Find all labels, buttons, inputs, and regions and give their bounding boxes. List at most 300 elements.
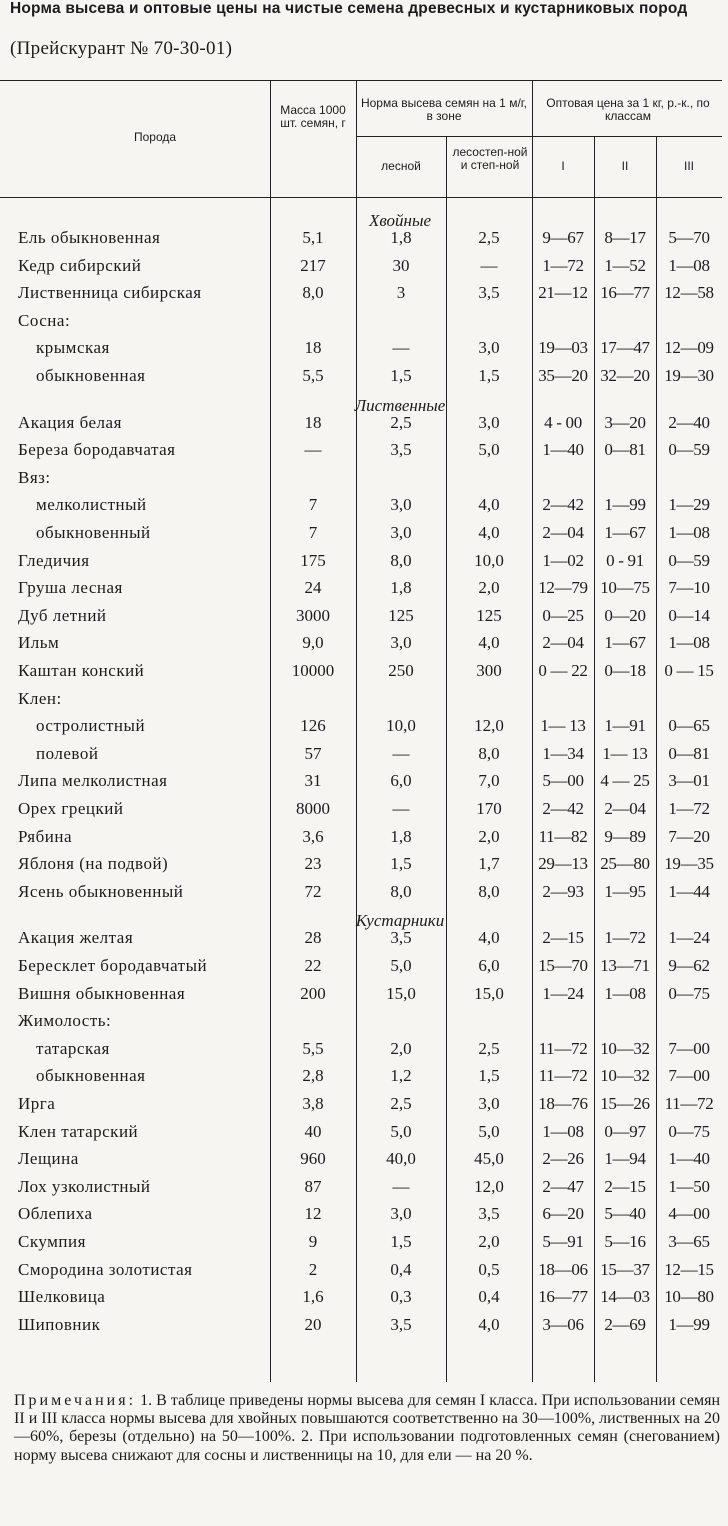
price-class-3-cell: 3—01 — [668, 771, 710, 791]
price-class-1-cell: 2—42 — [542, 495, 584, 515]
species-name: обыкновенный — [36, 523, 151, 542]
rate-steppe-cell: 5,0 — [478, 1121, 500, 1141]
rate-subheader-rule — [356, 136, 532, 137]
mass-cell: 22 — [304, 956, 322, 975]
table-row — [0, 335, 728, 361]
rate-forest-cell: 1,8 — [390, 826, 412, 846]
table-top-rule — [0, 80, 722, 81]
mass-cell: 87 — [304, 1176, 322, 1196]
price-class-1-cell — [532, 465, 594, 491]
table-row — [0, 953, 728, 979]
rate-forest-cell: 3,5 — [390, 1314, 412, 1334]
price-class-1-cell: 15—70 — [538, 956, 588, 975]
notes — [14, 1392, 720, 1465]
species-name: Вяз: — [18, 467, 51, 487]
rate-forest-cell: 3,5 — [390, 928, 412, 948]
rate-steppe-cell: 45,0 — [474, 1149, 504, 1169]
price-class-1-cell: 2—04 — [542, 633, 584, 653]
species-name: мелколистный — [36, 495, 147, 515]
species-name: Смородина золотистая — [18, 1259, 193, 1279]
species-name: Груша лесная — [18, 578, 123, 598]
mass-cell: 10000 — [291, 661, 335, 680]
price-class-2-cell: 10—32 — [600, 1066, 650, 1086]
mass-cell: 2,8 — [302, 1066, 324, 1086]
price-class-2-cell: 1—08 — [604, 983, 646, 1003]
mass-cell: 18 — [304, 412, 322, 432]
table-row — [0, 1257, 728, 1283]
price-class-3-cell: 1—08 — [668, 255, 710, 275]
mass-cell: 72 — [304, 881, 322, 901]
rate-forest-cell — [356, 465, 446, 491]
price-class-3-cell: 2—40 — [668, 412, 710, 432]
species-name: Жимолость: — [18, 1011, 112, 1031]
rate-steppe-cell: 1,7 — [478, 854, 500, 874]
price-class-3-cell: 12—15 — [664, 1259, 714, 1279]
price-class-1-cell: 1—24 — [542, 983, 584, 1003]
table-row — [0, 1091, 728, 1117]
price-class-2-cell: 5—16 — [604, 1232, 646, 1251]
price-class-1-cell: 4 - 00 — [544, 412, 582, 432]
species-name: Клен: — [18, 688, 62, 708]
price-class-1-cell: 19—03 — [538, 338, 588, 358]
mass-cell: 126 — [300, 716, 326, 736]
mass-cell — [270, 686, 356, 712]
table-row — [0, 225, 728, 251]
price-class-2-cell: 1—67 — [604, 633, 646, 653]
price-class-2-cell: 0—81 — [604, 440, 646, 460]
rate-forest-cell: — — [392, 338, 410, 358]
species-name: Вишня обыкновенная — [18, 983, 186, 1003]
species-name: Гледичия — [18, 550, 90, 570]
rate-forest-cell: 1,2 — [390, 1066, 412, 1086]
price-class-2-cell: 8—17 — [604, 228, 646, 247]
rate-forest-cell: 6,0 — [390, 771, 412, 791]
rate-steppe-cell: 0,4 — [478, 1287, 500, 1307]
mass-cell — [270, 1008, 356, 1034]
price-class-2-cell: 13—71 — [600, 956, 650, 975]
rate-steppe-cell — [446, 686, 532, 712]
price-class-2-cell: 10—75 — [600, 578, 650, 598]
rate-steppe-cell: 2,5 — [478, 1038, 500, 1058]
table-row — [0, 465, 728, 491]
species-name: Скумпия — [18, 1232, 86, 1251]
rate-forest-cell — [356, 686, 446, 712]
page-subtitle: (Прейскурант № 70-30-01) — [10, 38, 233, 59]
species-name: Ель обыкновенная — [18, 228, 161, 247]
price-class-2-cell: 4 — 25 — [600, 771, 650, 791]
mass-cell: 3,6 — [302, 826, 324, 846]
species-name: крымская — [36, 338, 110, 358]
rate-forest-cell: 30 — [392, 255, 410, 275]
price-class-2-cell — [594, 686, 656, 712]
mass-cell: 5,5 — [302, 1038, 324, 1058]
rate-forest-cell: 250 — [388, 661, 414, 680]
species-name: обыкновенная — [36, 1066, 146, 1086]
price-class-3-cell: 1—08 — [668, 633, 710, 653]
species-name: Бересклет бородавчатый — [18, 956, 208, 975]
header-price-group: Оптовая цена за 1 кг, р.-к., по классам — [546, 96, 710, 123]
table-row — [0, 520, 728, 546]
price-class-1-cell: 16—77 — [538, 1287, 588, 1307]
rate-steppe-cell: 3,0 — [478, 1094, 500, 1113]
species-name: Кедр сибирский — [18, 255, 142, 275]
table-row — [0, 280, 728, 306]
price-class-1-cell: 29—13 — [538, 854, 588, 874]
rate-forest-cell: 40,0 — [386, 1149, 416, 1169]
rate-forest-cell — [356, 308, 446, 334]
species-name: Акация белая — [18, 412, 122, 432]
species-name: Яблоня (на подвой) — [18, 854, 169, 874]
rate-forest-cell: 1,5 — [390, 1232, 412, 1251]
species-name: остролистный — [36, 716, 146, 736]
mass-cell: 9,0 — [302, 633, 324, 653]
rate-steppe-cell: 15,0 — [474, 983, 504, 1003]
mass-cell: 5,5 — [302, 366, 324, 385]
species-name: Лох узколистный — [18, 1176, 151, 1196]
rate-steppe-cell: 6,0 — [478, 956, 500, 975]
rate-steppe-cell: 5,0 — [478, 440, 500, 460]
rate-steppe-cell: 4,0 — [478, 523, 500, 542]
header-rate-steppe: лесостеп-ной и степ-ной — [452, 145, 528, 172]
header-class-2: II — [621, 159, 629, 173]
price-class-1-cell: 0 — 22 — [538, 661, 588, 680]
header-species: Порода — [133, 130, 177, 144]
price-class-3-cell: 1—44 — [668, 881, 710, 901]
section-heading: Кустарники — [355, 911, 445, 931]
price-class-2-cell: 2—04 — [604, 799, 646, 818]
price-class-1-cell: 1— 13 — [540, 716, 586, 736]
price-class-3-cell: 0—14 — [668, 605, 710, 625]
price-class-3-cell: 0—81 — [668, 743, 710, 763]
price-class-3-cell: 1—72 — [668, 799, 710, 818]
price-class-3-cell: 0—75 — [668, 983, 710, 1003]
species-name: Шиповник — [18, 1314, 101, 1334]
price-class-1-cell: 1—72 — [542, 255, 584, 275]
price-class-3-cell: 1—50 — [668, 1176, 710, 1196]
mass-cell: 3000 — [296, 605, 330, 625]
price-class-3-cell — [656, 465, 722, 491]
table-row — [0, 308, 728, 334]
table-row — [0, 1063, 728, 1089]
price-class-2-cell — [594, 1008, 656, 1034]
rate-steppe-cell — [446, 465, 532, 491]
price-class-2-cell: 14—03 — [600, 1287, 650, 1307]
mass-cell: 18 — [304, 338, 322, 358]
table-row — [0, 981, 728, 1007]
mass-cell: 12 — [304, 1204, 322, 1224]
price-class-1-cell: 35—20 — [538, 366, 588, 385]
price-class-2-cell: 1—52 — [604, 255, 646, 275]
species-name: Липа мелколистная — [18, 771, 168, 791]
table-row — [0, 492, 728, 518]
price-class-1-cell: 2—93 — [542, 881, 584, 901]
header-class-3: III — [683, 159, 694, 173]
rate-steppe-cell: 2,0 — [478, 578, 500, 598]
rate-forest-cell: — — [392, 743, 410, 763]
rate-forest-cell: 1,8 — [390, 578, 412, 598]
price-class-2-cell: 1—94 — [604, 1149, 646, 1169]
species-name: Береза бородавчатая — [18, 440, 176, 460]
header-mass: Масса 1000 шт. семян, г — [280, 103, 346, 130]
price-class-3-cell: 9—62 — [668, 956, 710, 975]
price-class-3-cell: 7—00 — [668, 1038, 710, 1058]
notes-text: 1. В таблице приведены нормы высева для семян I класса. При использовании семян II и III класса нормы высева для хвойных повышаются соответственно на 30—100%, лиственных на 20—60%, березы (отдельно) на 50—100%. 2. При использовании подготовленных семян (снегованием) норму высева снижают для сосны и лиственницы на 10, для ели — на 20 %. — [14, 1392, 721, 1464]
table-row — [0, 824, 728, 850]
price-class-3-cell: 7—00 — [668, 1066, 710, 1086]
price-class-2-cell: 1—72 — [604, 928, 646, 948]
price-class-2-cell: 0—18 — [604, 661, 646, 680]
price-class-2-cell: 32—20 — [600, 366, 650, 385]
rate-steppe-cell: 7,0 — [478, 771, 500, 791]
rate-forest-cell: 8,0 — [390, 881, 412, 901]
table-row — [0, 363, 728, 389]
table-row — [0, 741, 728, 767]
species-name: Облепиха — [18, 1204, 93, 1224]
rate-steppe-cell: 170 — [476, 799, 502, 818]
section-heading: Лиственные — [354, 395, 446, 415]
price-subheader-rule — [532, 136, 722, 137]
species-name: Орех грецкий — [18, 799, 124, 818]
rate-steppe-cell: 3,0 — [478, 338, 500, 358]
price-class-2-cell: 1— 13 — [602, 743, 648, 763]
rate-forest-cell: 0,3 — [390, 1287, 412, 1307]
header-rate-forest: лесной — [381, 159, 421, 173]
table-row — [0, 851, 728, 877]
rate-steppe-cell: 8,0 — [478, 881, 500, 901]
price-class-1-cell: 18—76 — [538, 1094, 588, 1113]
price-class-2-cell: 0—20 — [604, 605, 646, 625]
mass-cell: 8000 — [296, 799, 330, 818]
notes-label: Примечания: — [14, 1392, 137, 1409]
price-class-3-cell: 7—20 — [668, 826, 710, 846]
mass-cell: 28 — [304, 928, 322, 948]
rate-forest-cell: 1,5 — [390, 854, 412, 874]
header-bottom-rule — [0, 197, 722, 198]
rate-steppe-cell: 2,0 — [478, 826, 500, 846]
species-name: полевой — [36, 743, 99, 763]
mass-cell — [270, 465, 356, 491]
price-class-2-cell: 2—15 — [604, 1176, 646, 1196]
mass-cell: 3,8 — [302, 1094, 324, 1113]
price-class-1-cell: 9—67 — [542, 228, 584, 247]
price-class-3-cell: 5—70 — [668, 228, 710, 247]
price-class-2-cell: 17—47 — [600, 338, 650, 358]
price-class-1-cell: 1—02 — [542, 550, 584, 570]
price-class-1-cell: 12—79 — [538, 578, 588, 598]
rate-steppe-cell: 4,0 — [478, 495, 500, 515]
price-class-1-cell: 1—08 — [542, 1121, 584, 1141]
table-row — [0, 1036, 728, 1062]
table-row — [0, 925, 728, 951]
mass-cell: — — [304, 440, 322, 460]
rate-steppe-cell: 0,5 — [478, 1259, 500, 1279]
rate-steppe-cell: 10,0 — [474, 550, 504, 570]
species-name: обыкновенная — [36, 366, 146, 385]
price-class-3-cell — [656, 308, 722, 334]
price-class-3-cell — [656, 686, 722, 712]
price-class-2-cell: 25—80 — [600, 854, 650, 874]
price-class-1-cell: 21—12 — [538, 283, 588, 303]
price-class-3-cell: 0—75 — [668, 1121, 710, 1141]
mass-cell: 24 — [304, 578, 322, 598]
rate-forest-cell: 3,0 — [390, 495, 412, 515]
price-class-1-cell: 18—06 — [538, 1259, 588, 1279]
rate-steppe-cell: 4,0 — [478, 928, 500, 948]
rate-forest-cell: 5,0 — [390, 956, 412, 975]
price-class-3-cell: 0 — 15 — [664, 661, 714, 680]
rate-steppe-cell: 125 — [476, 605, 502, 625]
rate-steppe-cell — [446, 1008, 532, 1034]
price-class-1-cell: 3—06 — [542, 1314, 584, 1334]
rate-forest-cell: — — [392, 1176, 410, 1196]
price-class-2-cell: 9—89 — [604, 826, 646, 846]
price-class-3-cell: 7—10 — [668, 578, 710, 598]
table-row — [0, 713, 728, 739]
rate-forest-cell: 3,0 — [390, 1204, 412, 1224]
table-row — [0, 1174, 728, 1200]
species-name: Дуб летний — [18, 605, 107, 625]
table-row — [0, 796, 728, 822]
rate-steppe-cell: 4,0 — [478, 633, 500, 653]
price-class-2-cell: 0 - 91 — [606, 550, 644, 570]
price-class-2-cell — [594, 308, 656, 334]
table-row — [0, 686, 728, 712]
rate-forest-cell: 2,5 — [390, 1094, 412, 1113]
price-class-1-cell: 11—72 — [538, 1066, 588, 1086]
table-row — [0, 1312, 728, 1338]
rate-steppe-cell: 12,0 — [474, 1176, 504, 1196]
rate-steppe-cell: 2,0 — [478, 1232, 500, 1251]
rate-steppe-cell: 1,5 — [478, 366, 500, 385]
mass-cell: 175 — [300, 550, 326, 570]
species-name: Шелковица — [18, 1287, 106, 1307]
rate-forest-cell: 15,0 — [386, 983, 416, 1003]
rate-steppe-cell: 8,0 — [478, 743, 500, 763]
table-row — [0, 630, 728, 656]
rate-forest-cell: 3,0 — [390, 633, 412, 653]
price-class-1-cell: 2—15 — [542, 928, 584, 948]
rate-forest-cell: 2,0 — [390, 1038, 412, 1058]
mass-cell: 9 — [308, 1232, 318, 1251]
mass-cell: 5,1 — [302, 228, 324, 247]
header-class-1: I — [561, 159, 565, 173]
mass-cell: 31 — [304, 771, 322, 791]
rate-steppe-cell: 3,0 — [478, 412, 500, 432]
price-class-1-cell: 2—47 — [542, 1176, 584, 1196]
species-name: Клен татарский — [18, 1121, 139, 1141]
species-name: Акация желтая — [18, 928, 134, 948]
price-class-1-cell: 2—42 — [542, 799, 584, 818]
rate-forest-cell: 1,5 — [390, 366, 412, 385]
table-row — [0, 879, 728, 905]
price-class-3-cell: 0—59 — [668, 440, 710, 460]
price-class-3-cell — [656, 1008, 722, 1034]
price-class-2-cell: 16—77 — [600, 283, 650, 303]
price-class-1-cell — [532, 308, 594, 334]
table-row — [0, 768, 728, 794]
rate-forest-cell: 1,8 — [390, 228, 412, 247]
species-name: Ясень обыкновенный — [18, 881, 184, 901]
rate-forest-cell — [356, 1008, 446, 1034]
species-name: Сосна: — [18, 310, 71, 330]
mass-cell: 2 — [308, 1259, 318, 1279]
mass-cell: 57 — [304, 743, 322, 763]
price-class-1-cell: 2—26 — [542, 1149, 584, 1169]
mass-cell: 20 — [304, 1314, 322, 1334]
species-name: Ирга — [18, 1094, 56, 1113]
price-class-2-cell: 1—91 — [604, 716, 646, 736]
price-class-3-cell: 3—65 — [668, 1232, 710, 1251]
rate-steppe-cell: 3,5 — [478, 283, 500, 303]
table-row — [0, 575, 728, 601]
mass-cell — [270, 308, 356, 334]
price-class-3-cell: 19—30 — [664, 366, 714, 385]
table-row — [0, 658, 728, 684]
mass-cell: 23 — [304, 854, 322, 874]
price-class-3-cell: 12—09 — [664, 338, 714, 358]
rate-forest-cell: 3 — [396, 283, 406, 303]
rate-steppe-cell: 2,5 — [478, 228, 500, 247]
mass-cell: 7 — [308, 523, 318, 542]
rate-steppe-cell — [446, 308, 532, 334]
price-class-2-cell: 2—69 — [604, 1314, 646, 1334]
species-name: Рябина — [18, 826, 73, 846]
price-class-1-cell: 2—04 — [542, 523, 584, 542]
species-name: татарская — [36, 1038, 110, 1058]
price-class-3-cell: 10—80 — [664, 1287, 714, 1307]
price-class-1-cell — [532, 1008, 594, 1034]
price-class-3-cell: 0—65 — [668, 716, 710, 736]
price-class-1-cell: 5—91 — [542, 1232, 584, 1251]
table-row — [0, 1008, 728, 1034]
rate-forest-cell: — — [392, 799, 410, 818]
price-class-3-cell: 1—99 — [668, 1314, 710, 1334]
rate-forest-cell: 3,0 — [390, 523, 412, 542]
rate-forest-cell: 125 — [388, 605, 414, 625]
rate-steppe-cell: 4,0 — [478, 1314, 500, 1334]
price-class-1-cell: 1—40 — [542, 440, 584, 460]
price-class-2-cell: 1—99 — [604, 495, 646, 515]
page-title: Норма высева и оптовые цены на чистые семена древесных и кустарниковых пород — [10, 0, 688, 17]
mass-cell: 1,6 — [302, 1287, 324, 1307]
table-row — [0, 1201, 728, 1227]
price-class-1-cell: 6—20 — [542, 1204, 584, 1224]
price-class-3-cell: 11—72 — [664, 1094, 714, 1113]
price-class-1-cell: 5—00 — [542, 771, 584, 791]
price-class-3-cell: 1—08 — [668, 523, 710, 542]
price-class-2-cell: 1—67 — [604, 523, 646, 542]
price-class-3-cell: 12—58 — [664, 283, 714, 303]
mass-cell: 217 — [300, 255, 326, 275]
price-class-2-cell: 5—40 — [604, 1204, 646, 1224]
mass-cell: 960 — [300, 1149, 326, 1169]
price-class-2-cell: 1—95 — [604, 881, 646, 901]
price-class-3-cell: 1—40 — [668, 1149, 710, 1169]
price-class-3-cell: 1—24 — [668, 928, 710, 948]
rate-forest-cell: 10,0 — [386, 716, 416, 736]
table-row — [0, 603, 728, 629]
mass-cell: 200 — [300, 983, 326, 1003]
price-class-2-cell: 0—97 — [604, 1121, 646, 1141]
table-row — [0, 1284, 728, 1310]
species-name: Лещина — [18, 1149, 79, 1169]
mass-cell: 7 — [308, 495, 318, 515]
rate-forest-cell: 3,5 — [390, 440, 412, 460]
price-class-2-cell: 15—26 — [600, 1094, 650, 1113]
rate-forest-cell: 5,0 — [390, 1121, 412, 1141]
rate-steppe-cell: 300 — [476, 661, 502, 680]
price-class-3-cell: 19—35 — [664, 854, 714, 874]
